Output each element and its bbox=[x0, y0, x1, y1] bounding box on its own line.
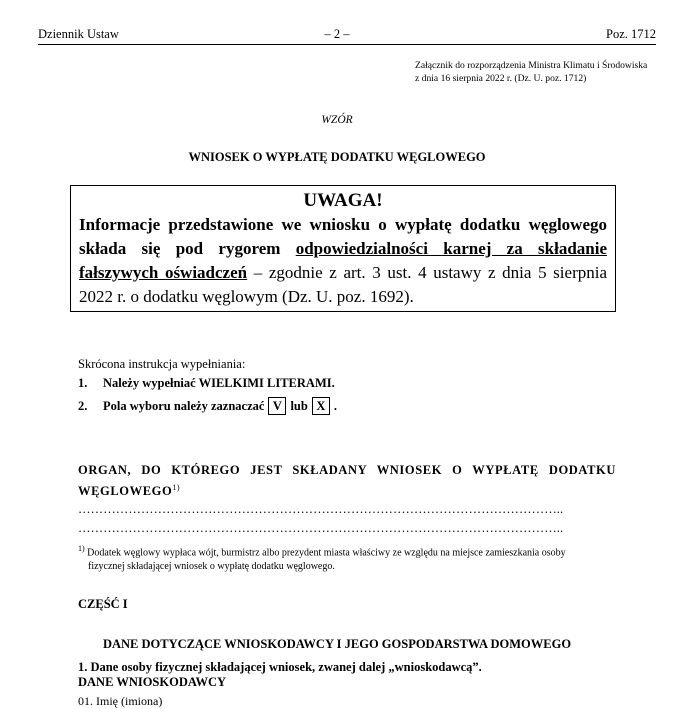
instruction-item-1 bbox=[78, 376, 335, 391]
instructions-heading: Skrócona instrukcja wypełniania: bbox=[78, 357, 246, 371]
position-number: Poz. 1712 bbox=[606, 27, 656, 41]
organ-input-line-2[interactable]: …………………………………………………………………………………………………….. bbox=[78, 521, 564, 535]
organ-section-heading bbox=[78, 462, 616, 500]
part-heading: CZĘŚĆ I bbox=[78, 597, 128, 611]
warning-bold-text: Informacje przedstawione we wniosku o wypłatę dodatku węglowego składa się pod rygorem bbox=[79, 215, 607, 258]
instruction-or: lub bbox=[290, 398, 308, 413]
instruction-text: Pola wyboru należy zaznaczać bbox=[103, 398, 265, 413]
footnote bbox=[78, 542, 616, 574]
instruction-text: Należy wypełniać WIELKIMI LITERAMI. bbox=[103, 376, 335, 390]
organ-input-line-1[interactable]: …………………………………………………………………………………………………….. bbox=[78, 502, 564, 516]
annex-line-2: z dnia 16 sierpnia 2022 r. (Dz. U. poz. 1712) bbox=[415, 73, 587, 84]
applicant-item-1: 1. Dane osoby fizycznej składającej wniosek, zwanej dalej „wnioskodawcą”. bbox=[78, 660, 482, 674]
document-title: WNIOSEK O WYPŁATĘ DODATKU WĘGLOWEGO bbox=[188, 150, 486, 164]
instruction-number: 1. bbox=[78, 376, 88, 390]
warning-heading: UWAGA! bbox=[303, 190, 383, 211]
footnote-number: 1) bbox=[78, 544, 85, 553]
checkbox-sample-x: X bbox=[312, 397, 330, 415]
instruction-number: 2. bbox=[78, 398, 88, 413]
annex-note bbox=[415, 59, 647, 85]
applicant-section-heading: DANE DOTYCZĄCE WNIOSKODAWCY I JEGO GOSPODARSTWA DOMOWEGO bbox=[102, 637, 572, 651]
template-label: WZÓR bbox=[321, 114, 353, 126]
organ-heading-text: ORGAN, DO KTÓREGO JEST SKŁADANY WNIOSEK O WYPŁATĘ DODATKU WĘGLOWEGO bbox=[78, 463, 616, 499]
footnote-text-line-1: Dodatek węglowy wypłaca wójt, burmistrz albo prezydent miasta właściwy ze względu na miejsce zamieszkania osoby bbox=[87, 547, 566, 559]
page-number: – 2 – bbox=[324, 27, 350, 41]
footnote-text-line-2: fizycznej składającej wniosek o wypłatę dodatku węglowego. bbox=[88, 561, 335, 573]
warning-rest-text: – zgodnie z art. 3 ust. 4 ustawy z dnia 5 sierpnia 2022 r. o dodatku węglowym (Dz. U. poz. 1692). bbox=[79, 263, 607, 306]
footnote-marker: 1) bbox=[172, 483, 181, 492]
journal-name: Dziennik Ustaw bbox=[38, 27, 119, 41]
warning-box bbox=[70, 185, 616, 312]
instruction-item-2 bbox=[78, 397, 337, 415]
header-rule bbox=[38, 44, 656, 45]
first-name-field-label: 01. Imię (imiona) bbox=[78, 694, 163, 708]
annex-line-1: Załącznik do rozporządzenia Ministra Klimatu i Środowiska bbox=[415, 60, 648, 71]
warning-underlined-text: odpowiedzialności karnej za składanie fałszywych oświadczeń bbox=[79, 239, 607, 282]
checkbox-sample-v: V bbox=[268, 397, 286, 415]
warning-text bbox=[79, 213, 607, 309]
instruction-period: . bbox=[333, 398, 337, 413]
applicant-data-heading: DANE WNIOSKODAWCY bbox=[78, 675, 227, 689]
